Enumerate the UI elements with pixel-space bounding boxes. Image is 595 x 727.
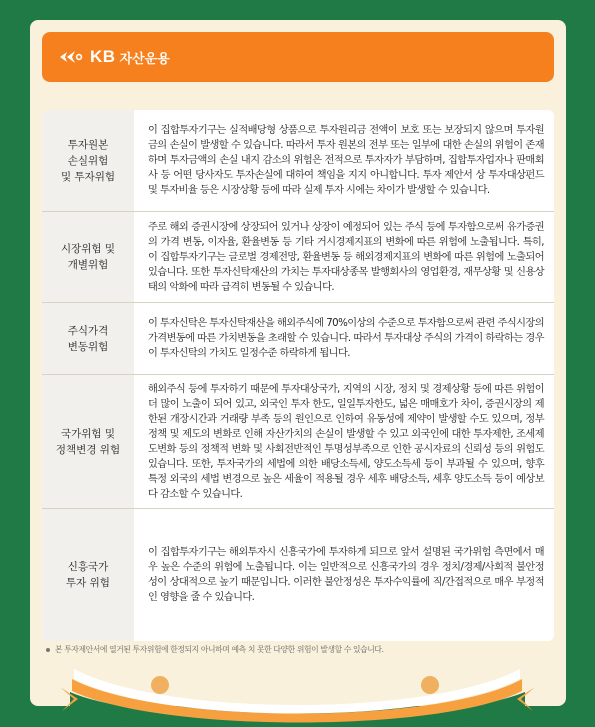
risk-label: 시장위험 및 개별위험 bbox=[42, 212, 134, 302]
footnote-text: 본 투자제안서에 열거된 투자위험에 한정되지 아니하며 예측 치 못한 다양한 위험이 발생할 수 있습니다. bbox=[55, 645, 384, 654]
risk-table bbox=[42, 110, 554, 641]
risk-label: 신흥국가 투자 위험 bbox=[42, 509, 134, 641]
risk-row-emerging bbox=[42, 509, 554, 641]
brand-header bbox=[42, 32, 554, 82]
brand-kb: KB bbox=[90, 47, 116, 66]
decorative-ribbon bbox=[0, 667, 595, 727]
risk-row-market bbox=[42, 212, 554, 303]
risk-description: 이 집합투자기구는 실적배당형 상품으로 투자원리금 전액이 보호 또는 보장되지 않으며 투자원금의 손실이 발생할 수 있습니다. 따라서 투자 원본의 전부 또는 일부에 대한 손실의 위험이 존재하며 투자금액의 손실 내지 감소의 위험은 전적으로 투자자가 부담하며, 집합투자업자나 판매회사 등 어떤 당사자도 투자손실에 대하여 책임을 지지 아니합니다. 투자 제안서 상 투자대상펀드 및 투자비율 등은 시장상황 등에 따라 실제 투자 시에는 차이가 발생할 수 있습니다. bbox=[148, 125, 544, 196]
risk-row-principal-loss bbox=[42, 110, 554, 212]
kb-star-logo-icon bbox=[58, 49, 84, 65]
brand-name: 자산운용 bbox=[119, 51, 170, 67]
risk-description: 이 투자신탁은 투자신탁재산을 해외주식에 70%이상의 수준으로 투자함으로써 관련 주식시장의 가격변동에 따른 가치변동을 초래할 수 있습니다. 따라서 투자대상 주식의 가격이 하락하는 경우 이 투자신탁의 가치도 일정수준 하락하게 됩니다. bbox=[148, 318, 544, 359]
bullet-icon bbox=[46, 648, 50, 652]
risk-description: 이 집합투자기구는 해외투자시 신흥국가에 투자하게 되므로 앞서 설명된 국가위험 측면에서 매우 높은 수준의 위험에 노출됩니다. 이는 일반적으로 신흥국가의 경우 정치/경제/사회적 불안정성이 상대적으로 높기 때문입니다. 이러한 불안정성은 투자수익률에 직/간접적으로 매우 부정적인 영향을 줄 수 있습니다. bbox=[148, 547, 544, 603]
risk-label: 투자원본 손실위험 및 투자위험 bbox=[42, 110, 134, 211]
risk-label: 주식가격 변동위험 bbox=[42, 303, 134, 374]
risk-row-country-policy bbox=[42, 375, 554, 509]
footnote bbox=[46, 644, 556, 655]
risk-description: 주로 해외 증권시장에 상장되어 있거나 상장이 예정되어 있는 주식 등에 투자함으로써 유가증권의 가격 변동, 이자율, 환율변동 등 기타 거시경제지표의 변화에 따른 위험에 노출됩니다. 특히, 이 집합투자기구는 글로벌 경제전망, 환율변동 등 해외경제지표의 변화에 따른 위험에 노출되어 있습니다. 또한 투자신탁재산의 가치는 투자대상종목 발행회사의 영업환경, 재무상황 및 신용상태의 악화에 따라 급격히 변동될 수 있습니다. bbox=[148, 221, 544, 293]
risk-description: 해외주식 등에 투자하기 때문에 투자대상국가, 지역의 시장, 정치 및 경제상황 등에 따른 위험이 더 많이 노출이 되어 있고, 외국인 투자 한도, 일일투자한도, 넓은 매매호가 차이, 증권시장의 제한된 개장시간과 거래량 부족 등의 원인으로 인하여 유동성에 제약이 발생할 수도 있으며, 정부정책 및 제도의 변화로 인해 자산가치의 손실이 발생할 수 있고 외국인에 대한 투자제한, 조세제도변화 등의 정책적 변화 및 사회전반적인 투명성부족으로 인한 공시자료의 신뢰성 등의 위험도 있습니다. 또한, 투자국가의 세법에 의한 배당소득세, 양도소득세 등이 부과될 수 있으며, 향후 특정 외국의 세법 변경으로 높은 세율이 적용될 경우 세후 배당소득, 세후 양도소득 등이 예상보다 감소할 수 있습니다. bbox=[148, 383, 544, 500]
risk-row-stock-price bbox=[42, 303, 554, 375]
content-card bbox=[30, 20, 566, 706]
risk-label: 국가위험 및 정책변경 위험 bbox=[42, 375, 134, 508]
